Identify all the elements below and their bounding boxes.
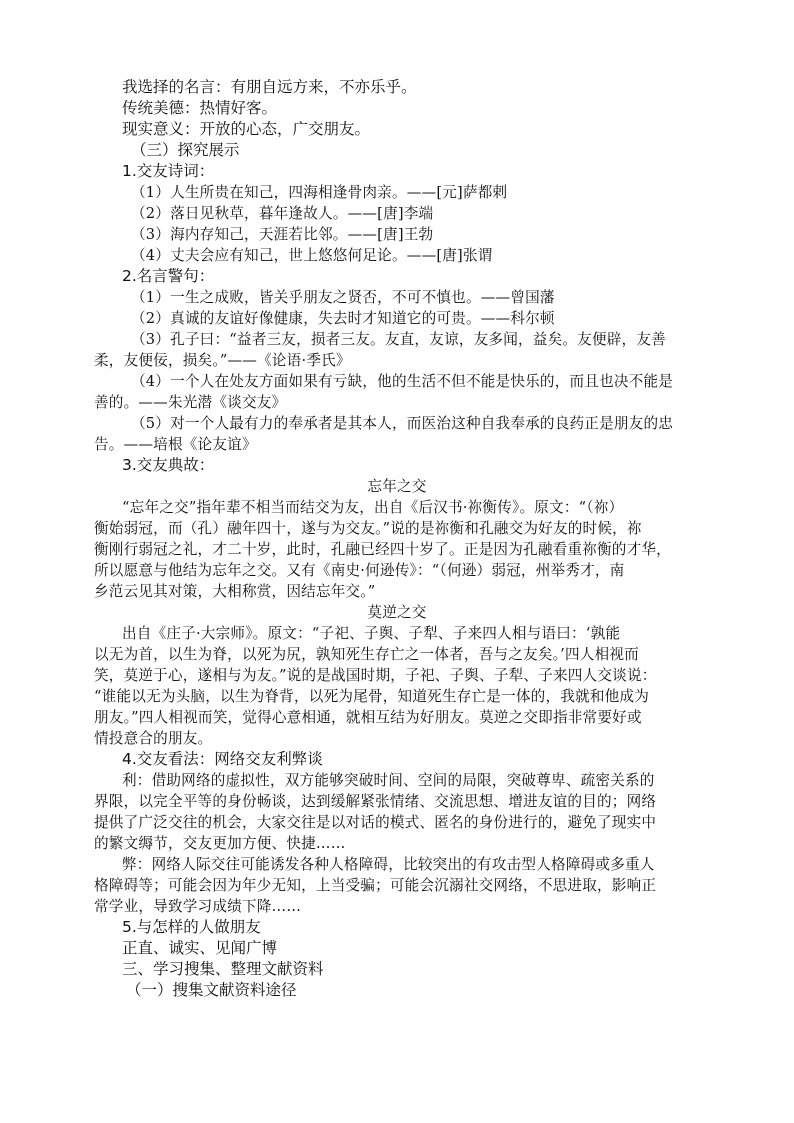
- motto-line: 我选择的名言：有朋自远方来，不亦乐乎。: [122, 78, 417, 96]
- story-paragraph-line: 出自《庄子·大宗师》。原文：“子祀、子舆、子犁、子来四人相与语曰：‘孰能: [122, 625, 621, 642]
- story-paragraph-line: 笑，莫逆于心，遂相与为友。”说的是战国时期，子祀、子舆、子犁、子来四人交谈说：: [94, 667, 657, 684]
- views-heading: 4.交友看法：网络交友利弊谈: [122, 750, 323, 768]
- friends-heading: 5.与怎样的人做朋友: [122, 918, 261, 936]
- part3-subheading: （一）搜集文献资料途径: [126, 981, 297, 999]
- story-paragraph-line: 所以愿意与他结为忘年之交。又有《南史·何逊传》：“（何逊）弱冠，州举秀才，南: [94, 562, 625, 579]
- poems-heading: 1.交友诗词：: [122, 162, 215, 180]
- friends-answer: 正直、诚实、见闻广博: [122, 939, 278, 957]
- story-title: 莫逆之交: [367, 604, 427, 621]
- story-paragraph-line: 衡始弱冠，而（孔）融年四十，遂与为交友。”说的是祢衡和孔融交为好友的时候，祢: [94, 520, 642, 537]
- saying-line: （4）一个人在处友方面如果有亏缺，他的生活不但不能是快乐的，而且也决不能是: [131, 373, 674, 390]
- sayings-heading: 2.名言警句：: [122, 267, 215, 285]
- meaning-line: 现实意义：开放的心态，广交朋友。: [122, 120, 371, 138]
- story-paragraph-line: “忘年之交”指年辈不相当而结交为友，出自《后汉书·祢衡传》。原文：“（祢）: [122, 499, 624, 516]
- poem-item: （4）丈夫会应有知己，世上悠悠何足论。——[唐]张谓: [131, 247, 493, 264]
- pros-line: 提供了广泛交往的机会，大家交往是以对话的模式、匿名的身份进行的，避免了现实中: [94, 814, 657, 831]
- poem-item: （3）海内存知己，天涯若比邻。——[唐]王勃: [131, 226, 434, 243]
- pros-line: 的繁文缛节，交友更加方便、快捷……: [94, 835, 346, 852]
- stories-heading: 3.交友典故：: [122, 456, 215, 474]
- cons-line: 格障碍等；可能会因为年少无知，上当受骗；可能会沉溺社交网络，不思进取，影响正: [94, 877, 657, 894]
- saying-line: （2）真诚的友谊好像健康，失去时才知道它的可贵。——科尔顿: [131, 310, 555, 327]
- pros-line: 利：借助网络的虚拟性，双方能够突破时间、空间的局限，突破尊卑、疏密关系的: [122, 772, 655, 789]
- story-paragraph-line: 乡范云见其对策，大相称赏，因结忘年交。”: [94, 583, 376, 600]
- saying-line: 柔，友便佞，损矣。”——《论语·季氏》: [94, 352, 351, 369]
- cons-line: 常学业，导致学习成绩下降……: [94, 898, 302, 915]
- story-paragraph-line: 朋友。”四人相视而笑，觉得心意相通，就相互结为好朋友。莫逆之交即指非常要好或: [94, 709, 642, 726]
- cons-line: 弊：网络人际交往可能诱发各种人格障碍，比较突出的有攻击型人格障碍或多重人: [122, 856, 655, 873]
- pros-line: 界限，以完全平等的身份畅谈，达到缓解紧张情绪、交流思想、增进友谊的目的；网络: [94, 793, 657, 810]
- story-paragraph-line: 衡刚行弱冠之礼，才二十岁，此时，孔融已经四十岁了。正是因为孔融看重祢衡的才华，: [94, 541, 671, 558]
- story-paragraph-line: “谁能以无为头脑，以生为脊背，以死为尾骨，知道死生存亡是一体的，我就和他成为: [94, 688, 650, 705]
- saying-line: （3）孔子曰：“益者三友，损者三友。友直，友谅，友多闻，益矣。友便辟，友善: [131, 331, 666, 348]
- poem-item: （2）落日见秋草，暮年逢故人。——[唐]李端: [131, 205, 434, 222]
- explore-heading: （三）探究展示: [131, 141, 240, 159]
- story-paragraph-line: 以无为首，以生为脊，以死为尻，孰知死生存亡之一体者，吾与之友矣。’四人相视而: [94, 646, 639, 663]
- story-paragraph-line: 情投意合的朋友。: [94, 730, 213, 747]
- virtue-line: 传统美德：热情好客。: [122, 99, 278, 117]
- saying-line: 告。——培根《论友谊》: [94, 436, 257, 453]
- part3-heading: 三、学习搜集、整理文献资料: [122, 960, 324, 978]
- story-title: 忘年之交: [367, 478, 427, 495]
- saying-line: 善的。——朱光潜《谈交友》: [94, 394, 287, 411]
- saying-line: （5）对一个人最有力的奉承者是其本人，而医治这种自我奉承的良药正是朋友的忠: [131, 415, 674, 432]
- saying-line: （1）一生之成败，皆关乎朋友之贤否，不可不慎也。——曾国藩: [131, 289, 555, 306]
- poem-item: （1）人生所贵在知己，四海相逢骨肉亲。——[元]萨都剌: [131, 184, 508, 201]
